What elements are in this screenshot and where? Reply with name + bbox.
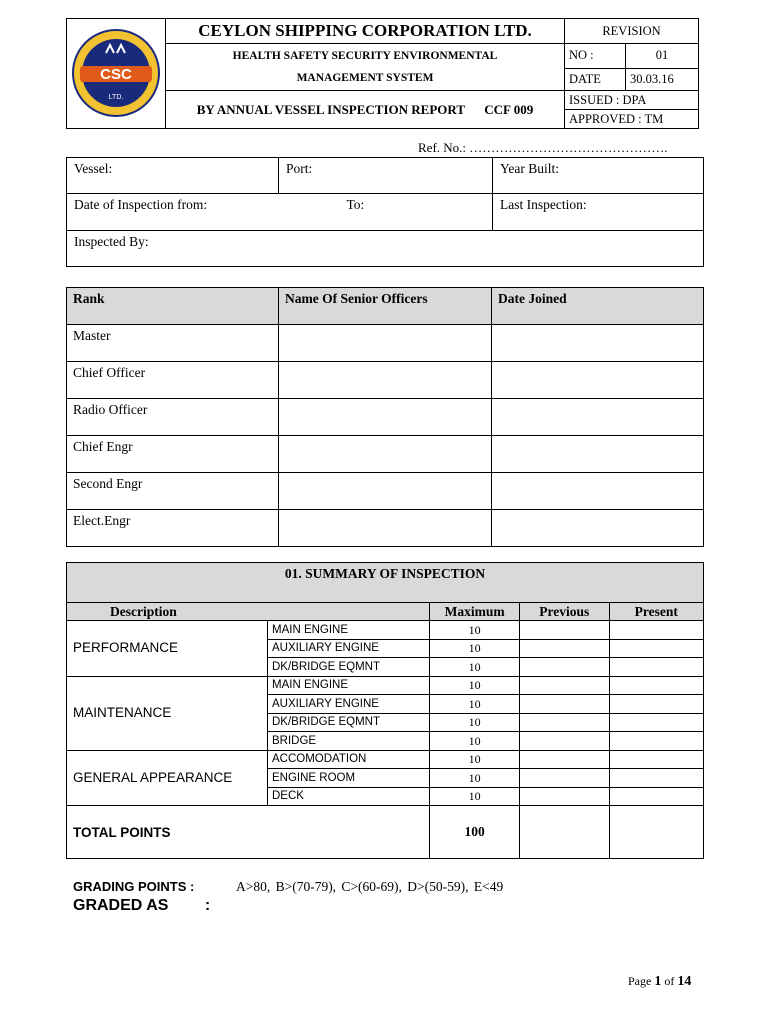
csc-logo-icon [67, 19, 165, 123]
table-row [67, 621, 704, 640]
max-cell: 10 [430, 769, 520, 788]
max-cell: 10 [430, 750, 520, 769]
previous-cell[interactable] [519, 769, 609, 788]
previous-cell[interactable] [519, 732, 609, 751]
rank-header: Rank [67, 288, 279, 325]
system-title [166, 44, 565, 91]
form-code: CCF 009 [484, 101, 534, 117]
logo-sub: LTD. [108, 94, 124, 101]
grading-label: GRADING POINTS : [73, 879, 195, 894]
report-title-cell [166, 91, 565, 129]
present-header: Present [609, 603, 703, 621]
approved-value: TM [644, 112, 664, 126]
page-number [628, 974, 691, 990]
summary-caption: 01. SUMMARY OF INSPECTION [67, 563, 704, 603]
previous-cell[interactable] [519, 639, 609, 658]
officer-name-cell[interactable] [279, 510, 492, 547]
date-joined-cell[interactable] [492, 473, 704, 510]
officer-name-cell[interactable] [279, 436, 492, 473]
max-cell: 10 [430, 676, 520, 695]
approved-label: APPROVED : [569, 112, 642, 126]
previous-cell[interactable] [519, 676, 609, 695]
vessel-field[interactable]: Vessel: [67, 158, 279, 194]
total-max: 100 [430, 806, 520, 859]
item-cell: BRIDGE [268, 732, 430, 751]
present-cell[interactable] [609, 621, 703, 640]
table-row [67, 436, 704, 473]
vessel-info-table [66, 157, 704, 267]
rank-cell: Second Engr [67, 473, 279, 510]
max-cell: 10 [430, 732, 520, 751]
item-cell: MAIN ENGINE [268, 676, 430, 695]
rank-cell: Chief Officer [67, 362, 279, 399]
table-row [67, 362, 704, 399]
date-joined-cell[interactable] [492, 399, 704, 436]
previous-cell[interactable] [519, 621, 609, 640]
previous-cell[interactable] [519, 695, 609, 714]
issue-approval [565, 91, 699, 129]
company-name: CEYLON SHIPPING CORPORATION LTD. [166, 19, 565, 44]
date-joined-cell[interactable] [492, 510, 704, 547]
description-header: Description [67, 603, 430, 621]
to-label: To: [346, 197, 365, 213]
previous-cell[interactable] [519, 787, 609, 806]
previous-header: Previous [519, 603, 609, 621]
total-previous-cell[interactable] [519, 806, 609, 859]
item-cell: ACCOMODATION [268, 750, 430, 769]
page-current: 1 [654, 974, 662, 989]
inspected-by-field[interactable]: Inspected By: [67, 230, 704, 266]
no-value: 01 [626, 44, 699, 69]
table-row [67, 325, 704, 362]
date-joined-cell[interactable] [492, 325, 704, 362]
present-cell[interactable] [609, 676, 703, 695]
rank-cell: Chief Engr [67, 436, 279, 473]
total-row [67, 806, 704, 859]
item-cell: MAIN ENGINE [268, 621, 430, 640]
officer-name-cell[interactable] [279, 473, 492, 510]
table-row [67, 750, 704, 769]
report-title: BY ANNUAL VESSEL INSPECTION REPORT [196, 101, 465, 117]
item-cell: AUXILIARY ENGINE [268, 695, 430, 714]
max-cell: 10 [430, 658, 520, 677]
present-cell[interactable] [609, 713, 703, 732]
last-inspection-field[interactable]: Last Inspection: [493, 194, 704, 230]
date-label: DATE [565, 68, 626, 91]
rank-cell: Master [67, 325, 279, 362]
officer-name-cell[interactable] [279, 362, 492, 399]
group-general-appearance: GENERAL APPEARANCE [67, 750, 268, 806]
logo-text: CSC [100, 66, 132, 83]
inspection-dates-field[interactable] [67, 194, 493, 230]
page-total: 14 [677, 974, 692, 989]
no-label: NO : [565, 44, 626, 69]
date-from-label: Date of Inspection from: [74, 197, 208, 213]
grading-points [73, 879, 503, 895]
officer-name-cell[interactable] [279, 325, 492, 362]
present-cell[interactable] [609, 787, 703, 806]
table-row [67, 510, 704, 547]
date-joined-header: Date Joined [492, 288, 704, 325]
item-cell: ENGINE ROOM [268, 769, 430, 788]
previous-cell[interactable] [519, 658, 609, 677]
ref-label: Ref. No.: [418, 140, 467, 155]
total-label: TOTAL POINTS [67, 806, 430, 859]
present-cell[interactable] [609, 732, 703, 751]
table-row [67, 676, 704, 695]
max-cell: 10 [430, 639, 520, 658]
graded-label: GRADED AS [73, 897, 169, 914]
date-value: 30.03.16 [626, 68, 699, 91]
max-cell: 10 [430, 713, 520, 732]
summary-header-row [67, 603, 704, 621]
maximum-header: Maximum [430, 603, 520, 621]
present-cell[interactable] [609, 769, 703, 788]
port-field[interactable]: Port: [279, 158, 493, 194]
item-cell: DK/BRIDGE EQMNT [268, 713, 430, 732]
graded-as [73, 897, 210, 915]
present-cell[interactable] [609, 750, 703, 769]
present-cell[interactable] [609, 658, 703, 677]
officer-name-header: Name Of Senior Officers [279, 288, 492, 325]
revision-label: REVISION [565, 19, 699, 44]
max-cell: 10 [430, 695, 520, 714]
year-built-field[interactable]: Year Built: [493, 158, 704, 194]
officers-table [66, 287, 704, 547]
rank-cell: Elect.Engr [67, 510, 279, 547]
system-line-2: MANAGEMENT SYSTEM [296, 72, 434, 84]
item-cell: AUXILIARY ENGINE [268, 639, 430, 658]
system-line-1: HEALTH SAFETY SECURITY ENVIRONMENTAL [232, 50, 498, 62]
issued-value: DPA [622, 93, 647, 107]
ref-field[interactable]: ………………………………………. [469, 140, 668, 155]
rank-cell: Radio Officer [67, 399, 279, 436]
grading-scale: A>80, B>(70-79), C>(60-69), D>(50-59), E<49 [235, 879, 504, 894]
previous-cell[interactable] [519, 713, 609, 732]
item-cell: DK/BRIDGE EQMNT [268, 658, 430, 677]
date-joined-cell[interactable] [492, 436, 704, 473]
page-of: of [664, 974, 675, 988]
group-maintenance: MAINTENANCE [67, 676, 268, 750]
page-label: Page [628, 974, 652, 988]
group-performance: PERFORMANCE [67, 621, 268, 677]
total-present-cell[interactable] [609, 806, 703, 859]
date-joined-cell[interactable] [492, 362, 704, 399]
present-cell[interactable] [609, 695, 703, 714]
max-cell: 10 [430, 787, 520, 806]
table-row [67, 473, 704, 510]
document-header [66, 18, 699, 129]
previous-cell[interactable] [519, 750, 609, 769]
item-cell: DECK [268, 787, 430, 806]
table-row [67, 399, 704, 436]
logo-cell [67, 19, 166, 129]
officers-header-row [67, 288, 704, 325]
graded-colon: : [204, 897, 211, 914]
max-cell: 10 [430, 621, 520, 640]
issued-label: ISSUED : [569, 93, 620, 107]
ref-number [418, 140, 668, 156]
present-cell[interactable] [609, 639, 703, 658]
officer-name-cell[interactable] [279, 399, 492, 436]
inspection-summary-table [66, 562, 704, 859]
